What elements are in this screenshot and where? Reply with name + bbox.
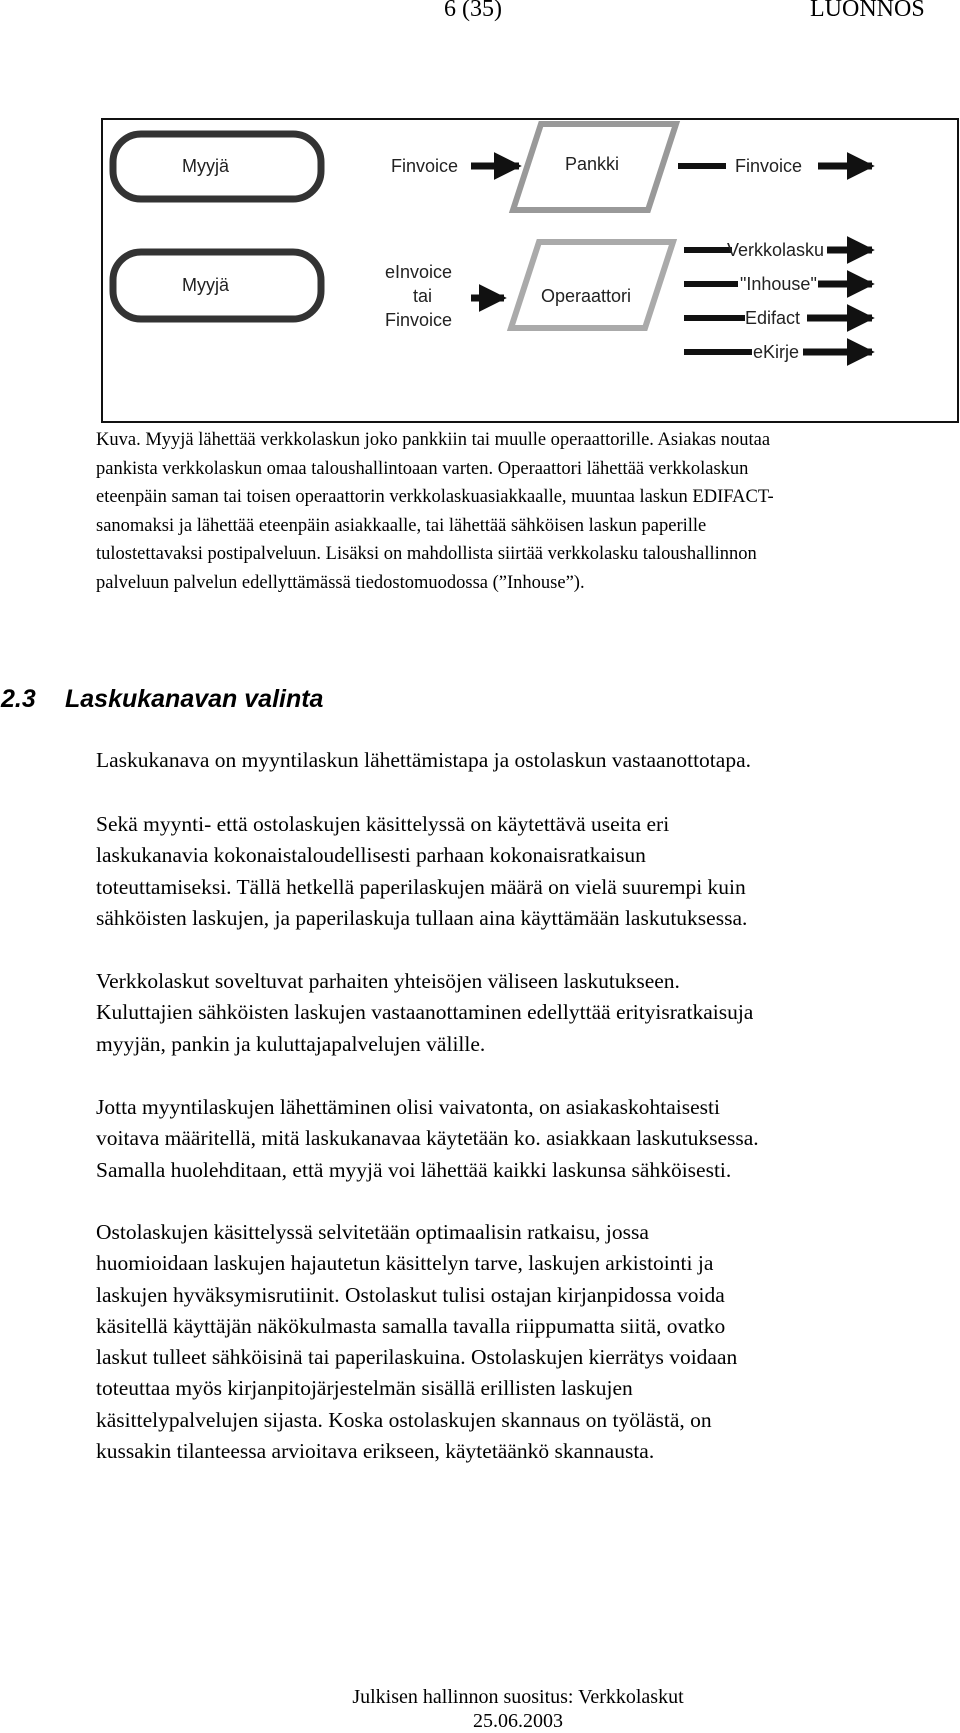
output-inhouse: "Inhouse"	[740, 274, 817, 294]
einvoice-label: eInvoice	[385, 262, 453, 282]
paragraph-4	[96, 1092, 946, 1186]
seller-label-row1: Myyjä	[182, 156, 230, 176]
section-number: 2.3	[1, 685, 36, 713]
text-line: Laskukanava on myyntilaskun lähettämistapa ja ostolaskun vastaanottotapa.	[96, 748, 751, 772]
caption-line: sanomaksi ja lähettää eteenpäin asiakkaalle, tai lähettää sähköisen laskun paperille	[96, 515, 707, 536]
operator-shape	[511, 242, 673, 328]
paragraph-3	[96, 966, 946, 1060]
section-title: Laskukanavan valinta	[65, 685, 324, 713]
seller-label-row2: Myyjä	[182, 275, 230, 295]
footer-title: Julkisen hallinnon suositus: Verkkolaskut	[352, 1686, 684, 1708]
caption-line: Kuva. Myyjä lähettää verkkolaskun joko pankkiin tai muulle operaattorille. Asiakas noutaa	[96, 430, 771, 450]
figure-caption	[96, 426, 936, 598]
caption-line: palveluun palvelun edellyttämässä tiedostomuodossa (”Inhouse”).	[96, 572, 585, 593]
bank-label: Pankki	[565, 154, 620, 174]
invoice-flow-diagram	[101, 118, 959, 423]
text-line: sähköisten laskujen, ja paperilaskuja tullaan aina käyttämään laskutuksessa.	[96, 905, 748, 930]
text-line: Ostolaskujen käsittelyssä selvitetään optimaalisin ratkaisu, jossa	[96, 1220, 649, 1244]
output-ekirje: eKirje	[753, 342, 800, 362]
finvoice-label-row1: Finvoice	[391, 156, 459, 176]
output-edifact: Edifact	[745, 308, 801, 328]
text-line: Samalla huolehditaan, että myyjä voi lähettää kaikki laskunsa sähköisesti.	[96, 1157, 732, 1182]
paragraph-1	[96, 745, 946, 776]
text-line: laskujen hyväksymisrutiinit. Ostolaskut tulisi ostajan kirjanpidossa voida	[96, 1282, 725, 1307]
text-line: laskukanavia kokonaistaloudellisesti parhaan kokonaisratkaisun	[96, 843, 646, 868]
text-line: Verkkolaskut soveltuvat parhaiten yhteisöjen väliseen laskutukseen.	[96, 969, 680, 993]
tai-label: tai	[413, 286, 433, 306]
paragraph-2	[96, 809, 946, 934]
caption-line: eteenpäin saman tai toisen operaattorin verkkolaskuasiakkaalle, muuntaa laskun EDIFACT-	[96, 487, 774, 508]
text-line: Sekä myynti- että ostolaskujen käsittelyssä on käytettävä useita eri	[96, 812, 670, 836]
text-line: myyjän, pankin ja kuluttajapalvelujen välille.	[96, 1031, 486, 1056]
paragraph-5	[96, 1217, 946, 1467]
draft-label: LUONNOS	[810, 0, 925, 22]
finvoice-label-row2: Finvoice	[385, 310, 453, 330]
text-line: Kuluttajien sähköisten laskujen vastaanottaminen edellyttää erityisratkaisuja	[96, 1000, 754, 1025]
text-line: käsittelypalvelujen sijasta. Koska ostolaskujen skannaus on työlästä, on	[96, 1407, 712, 1432]
text-line: voitava määritellä, mitä laskukanavaa käytetään ko. asiakkaan laskutuksessa.	[96, 1126, 759, 1151]
text-line: huomioidaan laskujen hajautetun käsittelyn tarve, laskujen arkistointi ja	[96, 1251, 714, 1276]
output-verkkolasku: Verkkolasku	[727, 240, 825, 260]
finvoice-label-out: Finvoice	[735, 156, 803, 176]
footer-date: 25.06.2003	[473, 1710, 563, 1732]
caption-line: pankista verkkolaskun omaa taloushallintoaan varten. Operaattori lähettää verkkolaskun	[96, 458, 749, 479]
text-line: Jotta myyntilaskujen lähettäminen olisi vaivatonta, on asiakaskohtaisesti	[96, 1095, 720, 1119]
diagram-svg	[101, 118, 959, 423]
text-line: laskut tulleet sähköisinä tai paperilaskuina. Ostolaskujen kierrätys voidaan	[96, 1345, 738, 1370]
text-line: toteuttaa myös kirjanpitojärjestelmän sisällä erillisten laskujen	[96, 1376, 633, 1401]
caption-line: tulostettavaksi postipalveluun. Lisäksi on mahdollista siirtää verkkolasku taloushallinnon	[96, 544, 757, 565]
text-line: toteuttamiseksi. Tällä hetkellä paperilaskujen määrä on vielä suurempi kuin	[96, 874, 746, 899]
section-heading	[1, 685, 323, 714]
page-number: 6 (35)	[444, 0, 502, 22]
text-line: käsitellä käyttäjän näkökulmasta samalla tavalla riippumatta siitä, ovatko	[96, 1313, 726, 1338]
text-line: kussakin tilanteessa arvioitava erikseen, käytetäänkö skannausta.	[96, 1439, 655, 1464]
operator-label: Operaattori	[541, 286, 632, 306]
